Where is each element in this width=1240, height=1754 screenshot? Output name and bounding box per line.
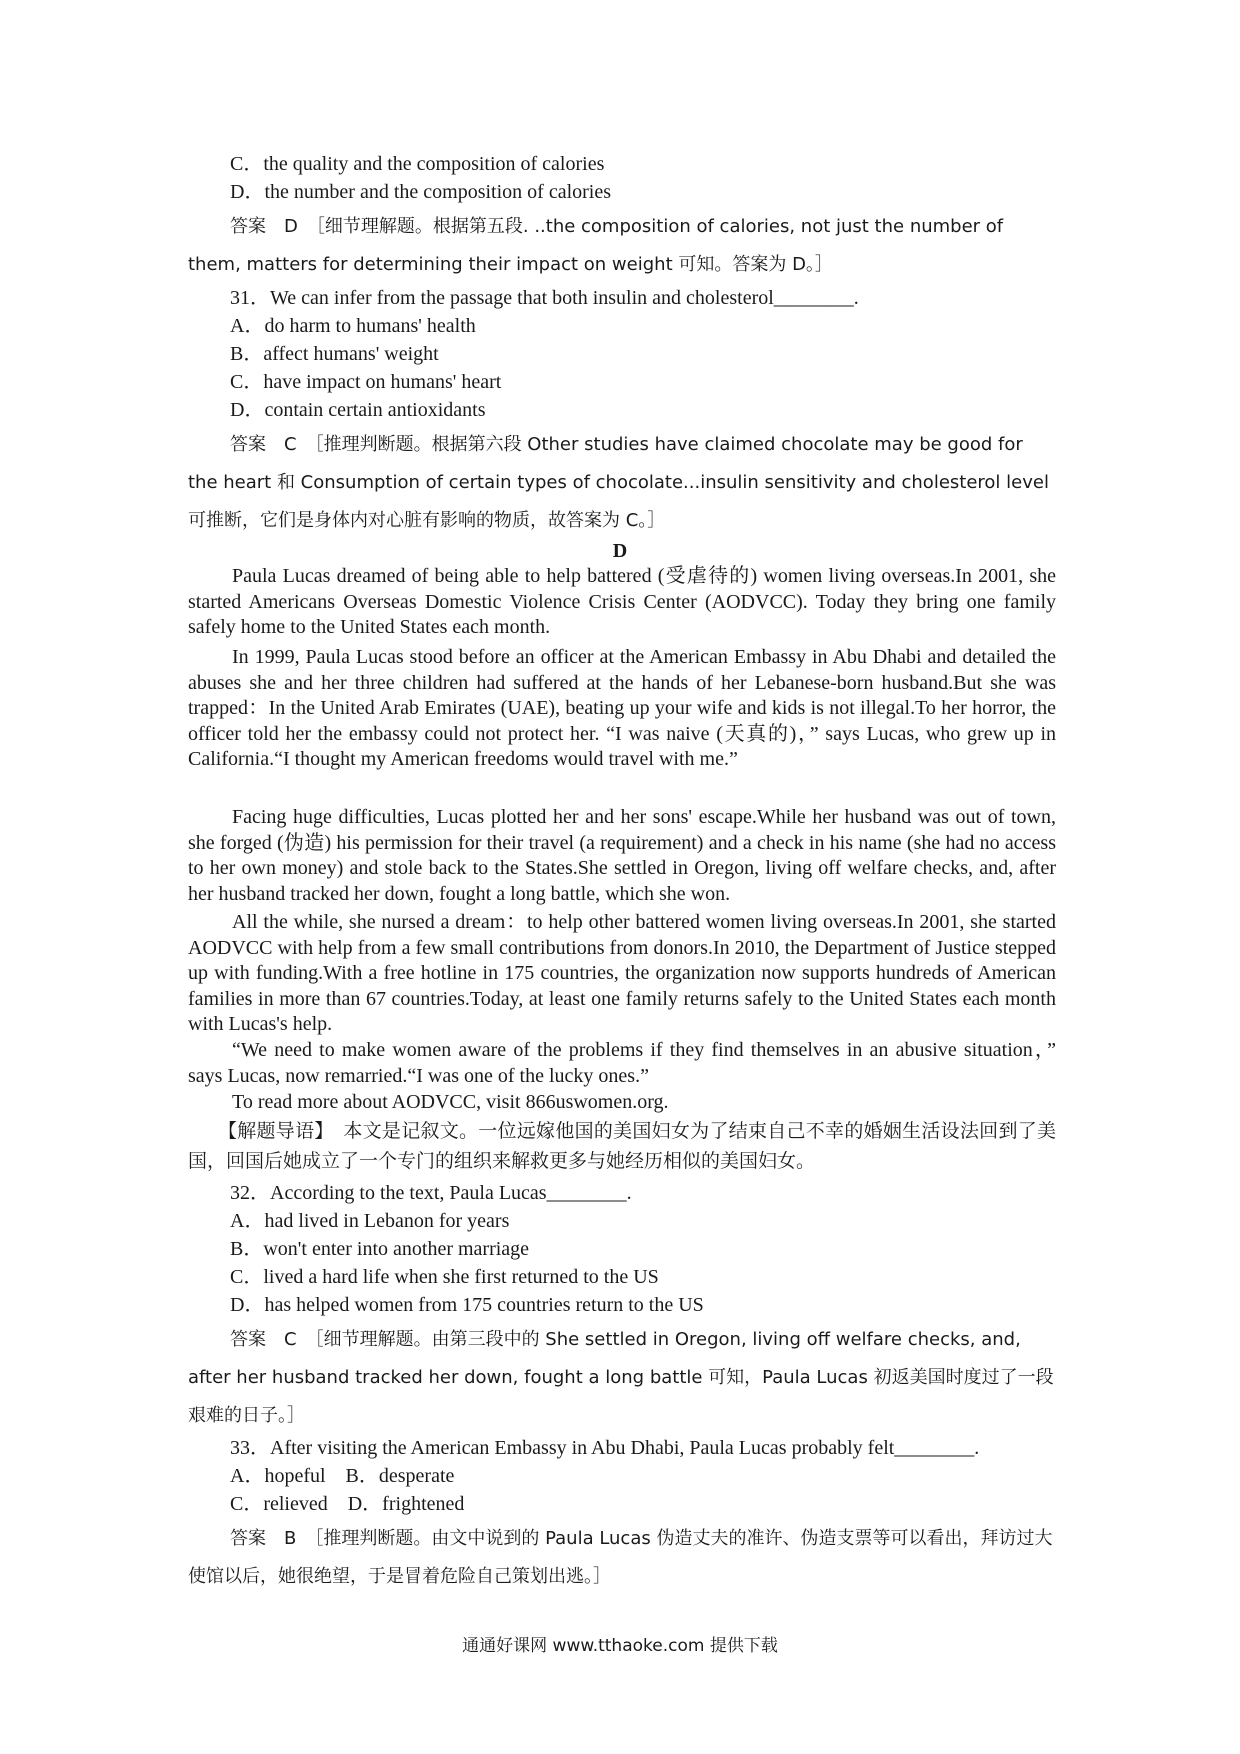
q31-option-c: C．have impact on humans' heart	[230, 371, 502, 393]
q30-option-d: D．the number and the composition of calories	[230, 181, 612, 203]
answer-explanation: ［推理判断题。由文中说到的 Paula Lucas 伪造丈夫的准许、伪造支票等可以看出，拜访过大使馆以后，她很绝望，于是冒着危险自己策划出逃。］	[188, 1528, 1053, 1587]
q31-option-b: B．affect humans' weight	[230, 343, 439, 365]
guide-text: 本文是记叙文。一位远嫁他国的美国妇女为了结束自己不幸的婚姻生活设法回到了美国，回国后她成立了一个专门的组织来解救更多与她经历相似的美国妇女。	[188, 1120, 1056, 1172]
q32-option-a: A．had lived in Lebanon for years	[230, 1210, 510, 1232]
q31-option-a: A．do harm to humans' health	[230, 315, 476, 337]
passage-paragraph-1: Paula Lucas dreamed of being able to help battered (受虐待的) women living overseas.In 2001, she started Americans Overseas Domestic Violence Crisis Center (AODVCC). Today they bring one family safely home to the United States each month.	[188, 565, 1056, 638]
answer-explanation: ［细节理解题。由第三段中的 She settled in Oregon, living off welfare checks, and, after her husband tracked her down, fought a long battle 可知，Paula Lucas 初返美国时度过了一段艰难的日子。］	[188, 1329, 1054, 1426]
q31-option-d: D．contain certain antioxidants	[230, 399, 486, 421]
answer-label: 答案 C	[230, 434, 297, 455]
answer-explanation: ［细节理解题。根据第五段. ..the composition of calories, not just the number of them, matters for determining their impact on weight 可知。答案为 D。］	[188, 216, 1004, 275]
q33-stem: 33．After visiting the American Embassy in Abu Dhabi, Paula Lucas probably felt________.	[230, 1437, 980, 1459]
q32-option-c: C．lived a hard life when she first returned to the US	[230, 1266, 659, 1288]
passage-heading: D	[612, 540, 628, 562]
q30-answer	[188, 208, 1058, 284]
guide-label: 【解题导语】	[218, 1120, 325, 1142]
reading-guide	[188, 1116, 1056, 1176]
q32-option-d: D．has helped women from 175 countries return to the US	[230, 1294, 704, 1316]
passage-paragraph-6: To read more about AODVCC, visit 866uswomen.org.	[232, 1091, 669, 1113]
q32-stem: 32．According to the text, Paula Lucas________.	[230, 1182, 632, 1204]
q31-stem: 31．We can infer from the passage that both insulin and cholesterol________.	[230, 287, 859, 309]
answer-label: 答案 D	[230, 216, 298, 237]
page-footer: 通通好课网 www.tthaoke.com 提供下载	[462, 1636, 778, 1656]
answer-explanation: ［推理判断题。根据第六段 Other studies have claimed chocolate may be good for the heart 和 Consumption of certain types of chocolate...insulin sensitivity and cholesterol level 可推断，它们是身体内对心脏有影响的物质，故答案为 C。］	[188, 434, 1049, 531]
q33-answer	[188, 1520, 1058, 1596]
passage-paragraph-3: Facing huge difficulties, Lucas plotted her and her sons' escape.While her husband was out of town, she forged (伪造) his permission for their travel (a requirement) and a check in his name (she had no access to her own money) and stole back to the States.She settled in Oregon, living off welfare checks, and, after her husband tracked her down, fought a long battle, which she won.	[188, 806, 1056, 905]
q33-options-ab: A．hopeful B．desperate	[230, 1465, 455, 1487]
passage-paragraph-4: All the while, she nursed a dream：to help other battered women living overseas.In 2001, she started AODVCC with help from a few small contributions from donors.In 2010, the Department of Justice stepped up with funding.With a free hotline in 175 countries, the organization now supports hundreds of American families in more than 67 countries.Today, at least one family returns safely to the United States each month with Lucas's help.	[188, 911, 1056, 1035]
passage-paragraph-2: In 1999, Paula Lucas stood before an officer at the American Embassy in Abu Dhabi and detailed the abuses she and her three children had suffered at the hands of her Lebanese-born husband.But she was trapped：In the United Arab Emirates (UAE), beating up your wife and kids is not illegal.To her horror, the officer told her the embassy could not protect her. “I was naive (天真的)，” says Lucas, who grew up in California.“I thought my American freedoms would travel with me.”	[188, 646, 1056, 770]
answer-label: 答案 C	[230, 1329, 297, 1350]
q32-answer	[188, 1321, 1058, 1435]
passage-paragraph-5: “We need to make women aware of the problems if they find themselves in an abusive situation，” says Lucas, now remarried.“I was one of the lucky ones.”	[188, 1039, 1056, 1087]
answer-label: 答案 B	[230, 1528, 297, 1549]
q30-option-c: C．the quality and the composition of calories	[230, 153, 605, 175]
q32-option-b: B．won't enter into another marriage	[230, 1238, 530, 1260]
q31-answer	[188, 426, 1058, 540]
q33-options-cd: C．relieved D．frightened	[230, 1493, 465, 1515]
